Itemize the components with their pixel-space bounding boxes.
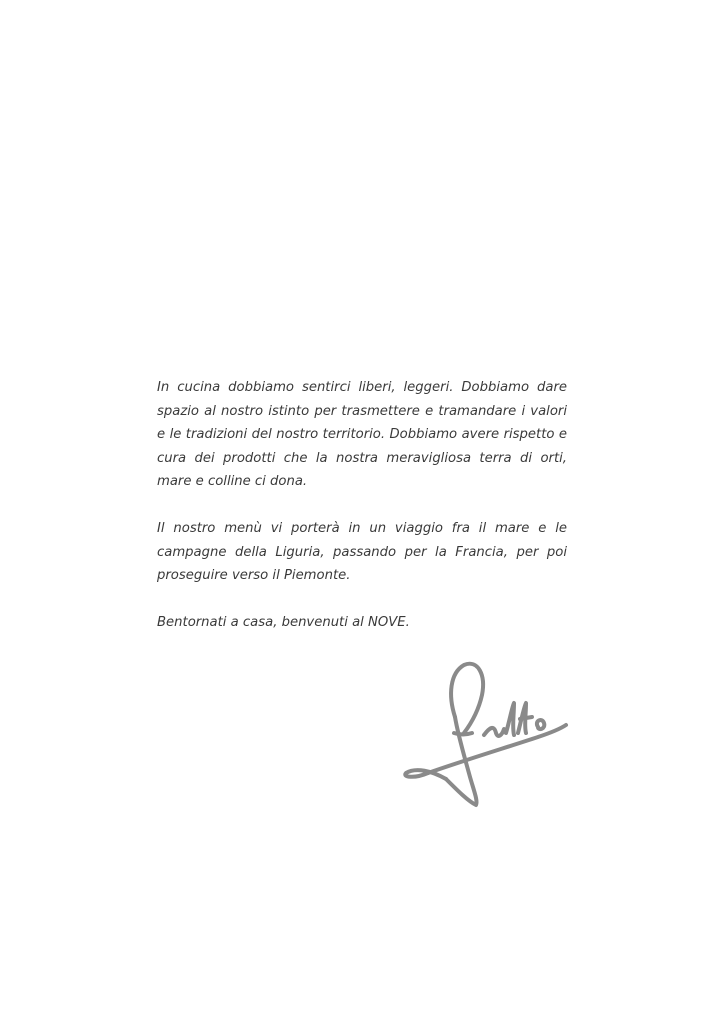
menu-description-paragraph: Il nostro menù vi porterà in un viaggio fra il mare e le campagne della Liguria, passando per la Francia, per poi proseguire verso il Piemonte.	[157, 521, 567, 583]
intro-paragraph: In cucina dobbiamo sentirci liberi, leggeri. Dobbiamo dare spazio al nostro istinto per trasmettere e tramandare i valori e le tradizioni del nostro territorio. Dobbiamo avere rispetto e cura dei prodotti che la nostra meravigliosa terra di orti, mare e colline ci dona.	[157, 380, 567, 489]
welcome-paragraph: Bentornati a casa, benvenuti al NOVE.	[157, 615, 410, 630]
intro-letter	[157, 376, 567, 635]
chef-signature	[398, 655, 573, 815]
